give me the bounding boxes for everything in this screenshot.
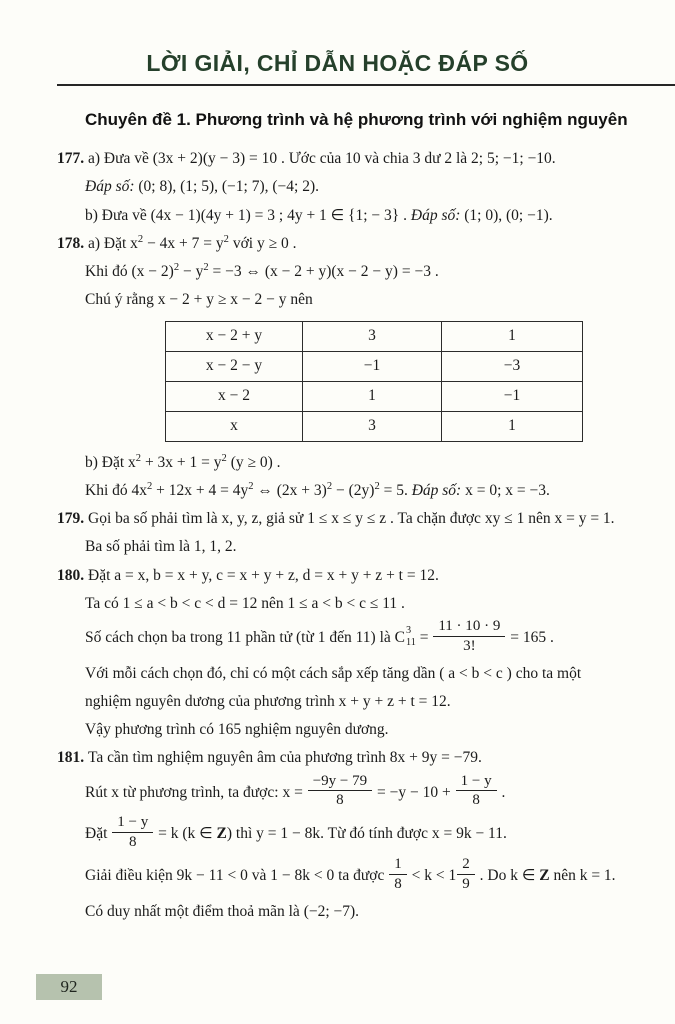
solutions-content (0, 130, 675, 923)
header-divider (57, 84, 675, 86)
page-header (0, 0, 675, 77)
table-cell: 1 (442, 321, 583, 351)
page-number-badge (36, 974, 102, 1000)
table-row (166, 351, 583, 381)
table-cell: x − 2 − y (166, 351, 303, 381)
solution-line: 180. Đặt a = x, b = x + y, c = x + y + z, d = x + y + z + t = 12. (57, 566, 439, 584)
fraction: $\frac{1}{8}$ (388, 856, 408, 893)
solution-line: Ta có 1 ≤ a < b < c < d = 12 nên 1 ≤ a < b < c ≤ 11 . (85, 594, 405, 612)
solution-line: b) Đặt $x^2 + 3x + 1 = y^2$ (y ≥ 0) . (85, 452, 281, 471)
solution-line: 181. Ta cần tìm nghiệm nguyên âm của phương trình 8x + 9y = −79. (57, 749, 482, 767)
table-cell: 3 (303, 411, 442, 441)
table-cell: −1 (442, 381, 583, 411)
table-cell: 1 (442, 411, 583, 441)
table-cell: 1 (303, 381, 442, 411)
solution-line: b) Đưa về (4x − 1)(4y + 1) = 3 ; 4y + 1 ∈ {1; − 3} . Đáp số: (1; 0), (0; −1). (85, 206, 553, 224)
solution-line: 178. a) Đặt $x^2 - 4x + 7 = y^2$ với y ≥ 0 . (57, 233, 297, 252)
solution-line: Với mỗi cách chọn đó, chỉ có một cách sắp xếp tăng dần ( a < b < c ) cho ta một (85, 664, 582, 682)
solution-line: Khi đó $(x - 2)^2 - y^2 = -3$ ⇔ (x − 2 + y)(x − 2 − y) = −3 . (85, 261, 439, 280)
solution-line: Rút x từ phương trình, ta được: x = $\frac{-9y - 79}{8}$ = −y − 10 + $\frac{1 - y}{8}$ . (85, 772, 506, 809)
solution-line: 179. Gọi ba số phải tìm là x, y, z, giả sử 1 ≤ x ≤ y ≤ z . Ta chặn được xy ≤ 1 nên x = y = 1. (57, 510, 615, 527)
solution-line: Đáp số: (0; 8), (1; 5), (−1; 7), (−4; 2). (85, 178, 320, 196)
table-cell: 3 (303, 321, 442, 351)
table-cell: x − 2 + y (166, 321, 303, 351)
fraction: $\frac{-9y - 79}{8}$ (307, 773, 373, 810)
chapter-subheader: Chuyên đề 1. Phương trình và hệ phương trình với nghiệm nguyên (85, 110, 628, 129)
page-number: 92 (60, 977, 78, 996)
solution-line: Đặt $\frac{1 - y}{8}$ = k (k ∈ Z) thì y = 1 − 8k. Từ đó tính được x = 9k − 11. (85, 814, 507, 851)
solution-line: Chú ý rằng x − 2 + y ≥ x − 2 − y nên (85, 291, 313, 309)
page-header-title: LỜI GIẢI, CHỈ DẪN HOẶC ĐÁP SỐ (146, 50, 529, 76)
solution-table (165, 321, 583, 442)
solution-line: nghiệm nguyên dương của phương trình x + y + z + t = 12. (85, 692, 451, 710)
table-row (166, 411, 583, 441)
solution-line: 177. a) Đưa về (3x + 2)(y − 3) = 10 . Ước của 10 và chia 3 dư 2 là 2; 5; −1; −10. (57, 150, 556, 167)
table-cell: x (166, 411, 303, 441)
solution-line: Có duy nhất một điểm thoả mãn là (−2; −7). (85, 902, 360, 920)
solution-line: Giải điều kiện 9k − 11 < 0 và 1 − 8k < 0 ta được $\frac{1}{8}$ < k < 1 $\frac{2}{9}$ . Do k ∈ Z nên k = 1. (85, 855, 616, 892)
table-cell: x − 2 (166, 381, 303, 411)
solution-line: Khi đó $4x^2 + 12x + 4 = 4y^2$ ⇔ $(2x + 3)^2 - (2y)^2 = 5$. Đáp số: x = 0; x = −3. (85, 480, 550, 499)
table-row (166, 321, 583, 351)
solution-line: Số cách chọn ba trong 11 phần tử (từ 1 đến 11) là C 3 11 = $\frac{11 \cdot 10 \cdot 9}{3!}$ = 165 . (85, 618, 554, 654)
fraction: $\frac{1 - y}{8}$ (111, 814, 154, 851)
table-cell: −3 (442, 351, 583, 381)
solution-line: Vậy phương trình có 165 nghiệm nguyên dương. (85, 721, 389, 739)
combination-symbol: C 3 11 (394, 625, 416, 649)
table-row (166, 381, 583, 411)
fraction: $\frac{1 - y}{8}$ (455, 773, 498, 810)
fraction: $\frac{2}{9}$ (456, 856, 476, 893)
solution-line: Ba số phải tìm là 1, 1, 2. (85, 538, 237, 556)
fraction: $\frac{11 \cdot 10 \cdot 9}{3!}$ (432, 618, 506, 655)
table-cell: −1 (303, 351, 442, 381)
